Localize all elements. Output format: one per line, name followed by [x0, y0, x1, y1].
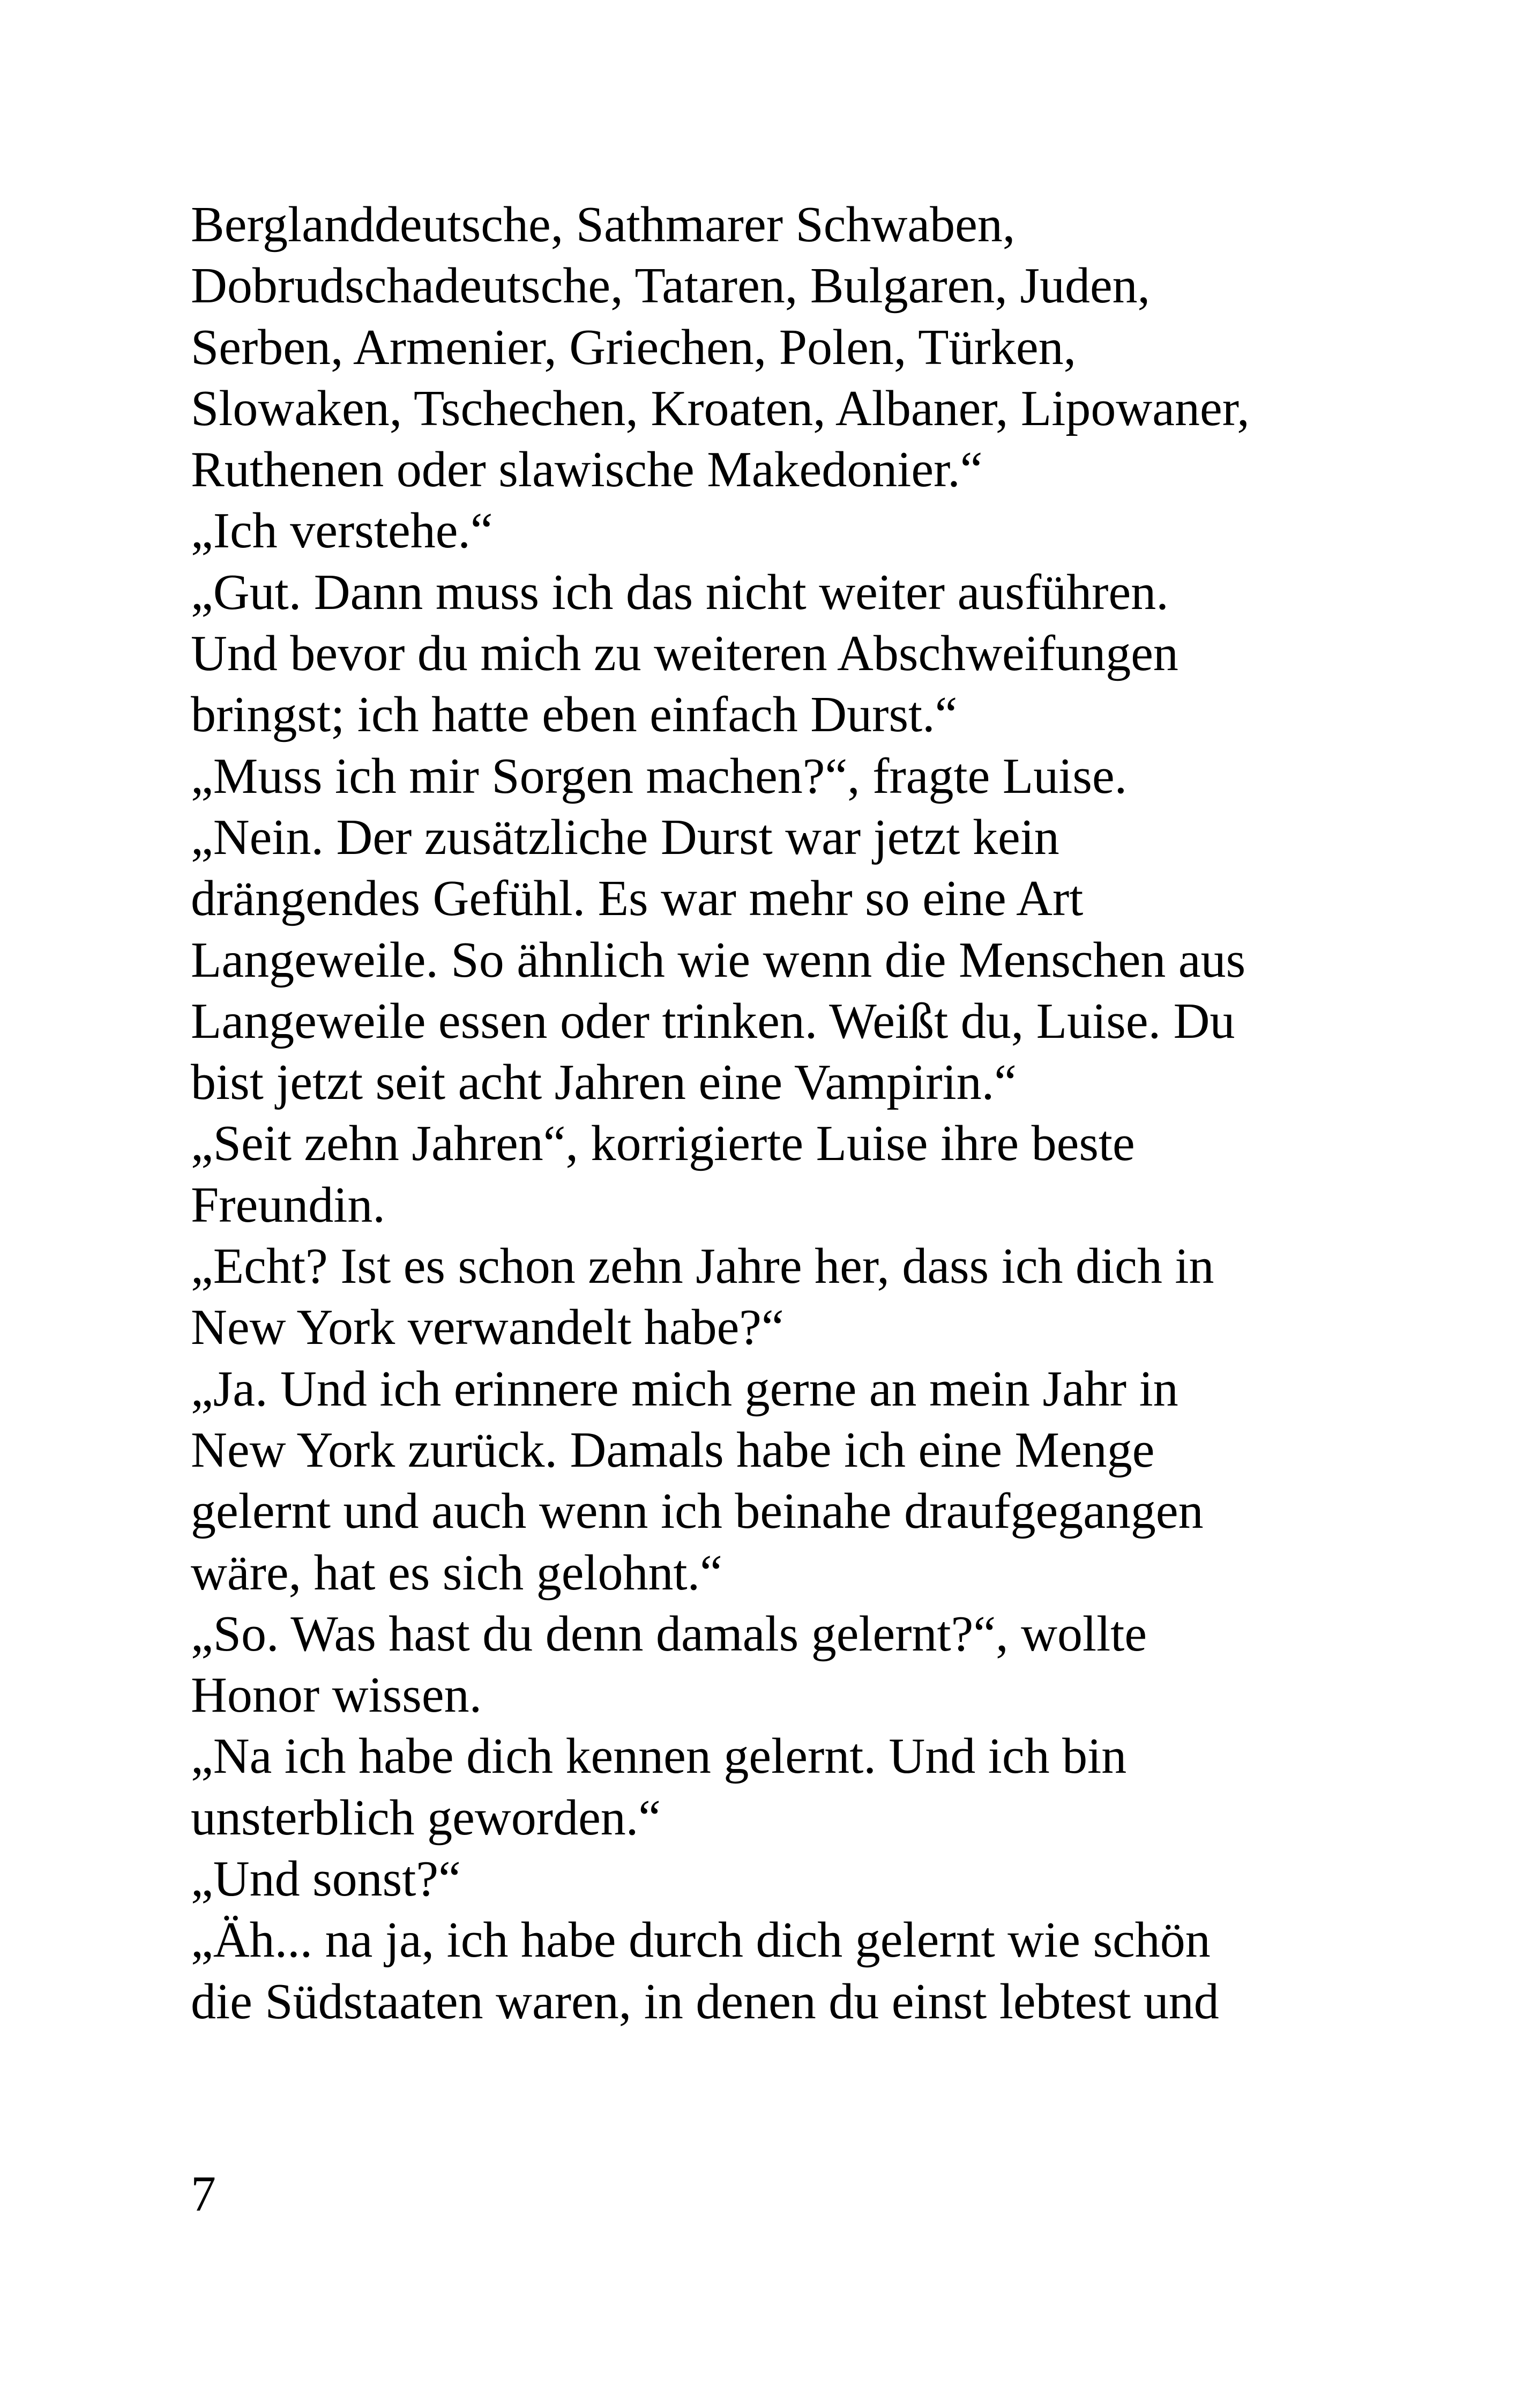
- text-line: Langeweile essen oder trinken. Weißt du, Luise. Du: [191, 993, 1235, 1049]
- text-line: Langeweile. So ähnlich wie wenn die Menschen aus: [191, 932, 1246, 988]
- text-line: „So. Was hast du denn damals gelernt?“, wollte: [191, 1606, 1147, 1662]
- text-line: Dobrudschadeutsche, Tataren, Bulgaren, Juden,: [191, 258, 1151, 314]
- text-line: Honor wissen.: [191, 1667, 482, 1723]
- text-line: bringst; ich hatte eben einfach Durst.“: [191, 687, 958, 743]
- text-line: „Gut. Dann muss ich das nicht weiter ausführen.: [191, 564, 1169, 620]
- text-line: gelernt und auch wenn ich beinahe draufgegangen: [191, 1483, 1204, 1540]
- text-line: Serben, Armenier, Griechen, Polen, Türken,: [191, 319, 1077, 375]
- text-line: „Äh... na ja, ich habe durch dich gelernt wie schön: [191, 1912, 1211, 1968]
- text-line: „Und sonst?“: [191, 1851, 461, 1907]
- text-line: Slowaken, Tschechen, Kroaten, Albaner, Lipowaner,: [191, 380, 1250, 436]
- text-line: Ruthenen oder slawische Makedonier.“: [191, 442, 983, 498]
- text-line: „Echt? Ist es schon zehn Jahre her, dass ich dich in: [191, 1238, 1214, 1295]
- text-line: Freundin.: [191, 1177, 385, 1233]
- text-line: wäre, hat es sich gelohnt.“: [191, 1544, 722, 1601]
- text-line: „Seit zehn Jahren“, korrigierte Luise ihre beste: [191, 1116, 1135, 1172]
- text-line: Und bevor du mich zu weiteren Abschweifungen: [191, 626, 1178, 682]
- text-line: Berglanddeutsche, Sathmarer Schwaben,: [191, 197, 1016, 252]
- text-line: „Muss ich mir Sorgen machen?“, fragte Luise.: [191, 748, 1128, 804]
- text-line: „Na ich habe dich kennen gelernt. Und ich bin: [191, 1728, 1127, 1785]
- text-line: drängendes Gefühl. Es war mehr so eine Art: [191, 871, 1084, 927]
- text-line: die Südstaaten waren, in denen du einst lebtest und: [191, 1973, 1219, 2030]
- text-line: bist jetzt seit acht Jahren eine Vampirin.“: [191, 1054, 1017, 1111]
- text-line: New York verwandelt habe?“: [191, 1299, 784, 1356]
- text-line: „Ich verstehe.“: [191, 503, 493, 559]
- page-number: 7: [191, 2166, 216, 2222]
- body-text: [191, 194, 1370, 2032]
- text-line: New York zurück. Damals habe ich eine Menge: [191, 1422, 1155, 1478]
- text-line: „Nein. Der zusätzliche Durst war jetzt kein: [191, 809, 1059, 865]
- text-line: „Ja. Und ich erinnere mich gerne an mein Jahr in: [191, 1361, 1178, 1417]
- text-line: unsterblich geworden.“: [191, 1789, 661, 1846]
